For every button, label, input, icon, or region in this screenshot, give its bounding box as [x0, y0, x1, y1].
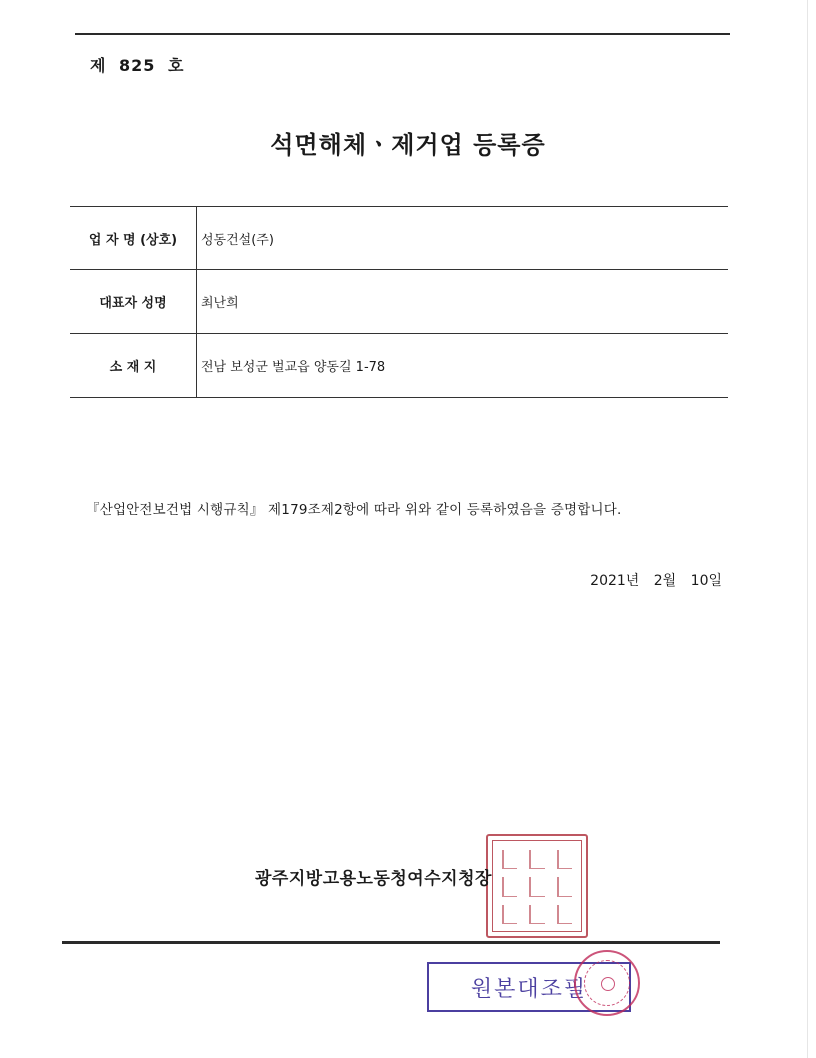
bottom-rule [62, 941, 720, 944]
round-seal-icon [574, 950, 640, 1016]
representative-label: 대표자 성명 [70, 270, 197, 334]
table-row [70, 334, 728, 398]
official-seal-icon [486, 834, 588, 938]
seal-glyph [529, 850, 544, 869]
issue-date: 2021년 2월 10일 [590, 573, 722, 589]
business-name-value: 성동건설(주) [197, 207, 729, 270]
representative-value: 최난희 [197, 270, 729, 334]
business-name-label: 업 자 명 (상호) [70, 207, 197, 270]
top-rule [75, 33, 730, 35]
document-title: 석면해체ㆍ제거업 등록증 [270, 131, 546, 159]
round-seal-center [601, 977, 615, 991]
table-row [70, 270, 728, 334]
seal-glyph [557, 850, 572, 869]
document-number: 제 825 호 [90, 56, 185, 75]
registration-table [70, 206, 728, 398]
seal-glyph [502, 850, 517, 869]
seal-glyph [529, 877, 544, 896]
seal-glyph [529, 905, 544, 924]
address-label: 소 재 지 [70, 334, 197, 398]
certified-copy-stamp: 원본대조필 [427, 962, 631, 1012]
seal-glyph [502, 877, 517, 896]
certification-statement: 『산업안전보건법 시행규칙』 제179조제2항에 따라 위와 같이 등록하였음을 증명합니다. [86, 502, 622, 518]
seal-glyph [557, 905, 572, 924]
address-value: 전남 보성군 벌교읍 양동길 1-78 [197, 334, 729, 398]
seal-glyph [557, 877, 572, 896]
table-row [70, 207, 728, 270]
seal-glyph [502, 905, 517, 924]
issuer-name: 광주지방고용노동청여수지청장 [255, 869, 492, 889]
scan-page-edge [807, 0, 808, 1058]
seal-glyphs [496, 846, 578, 928]
